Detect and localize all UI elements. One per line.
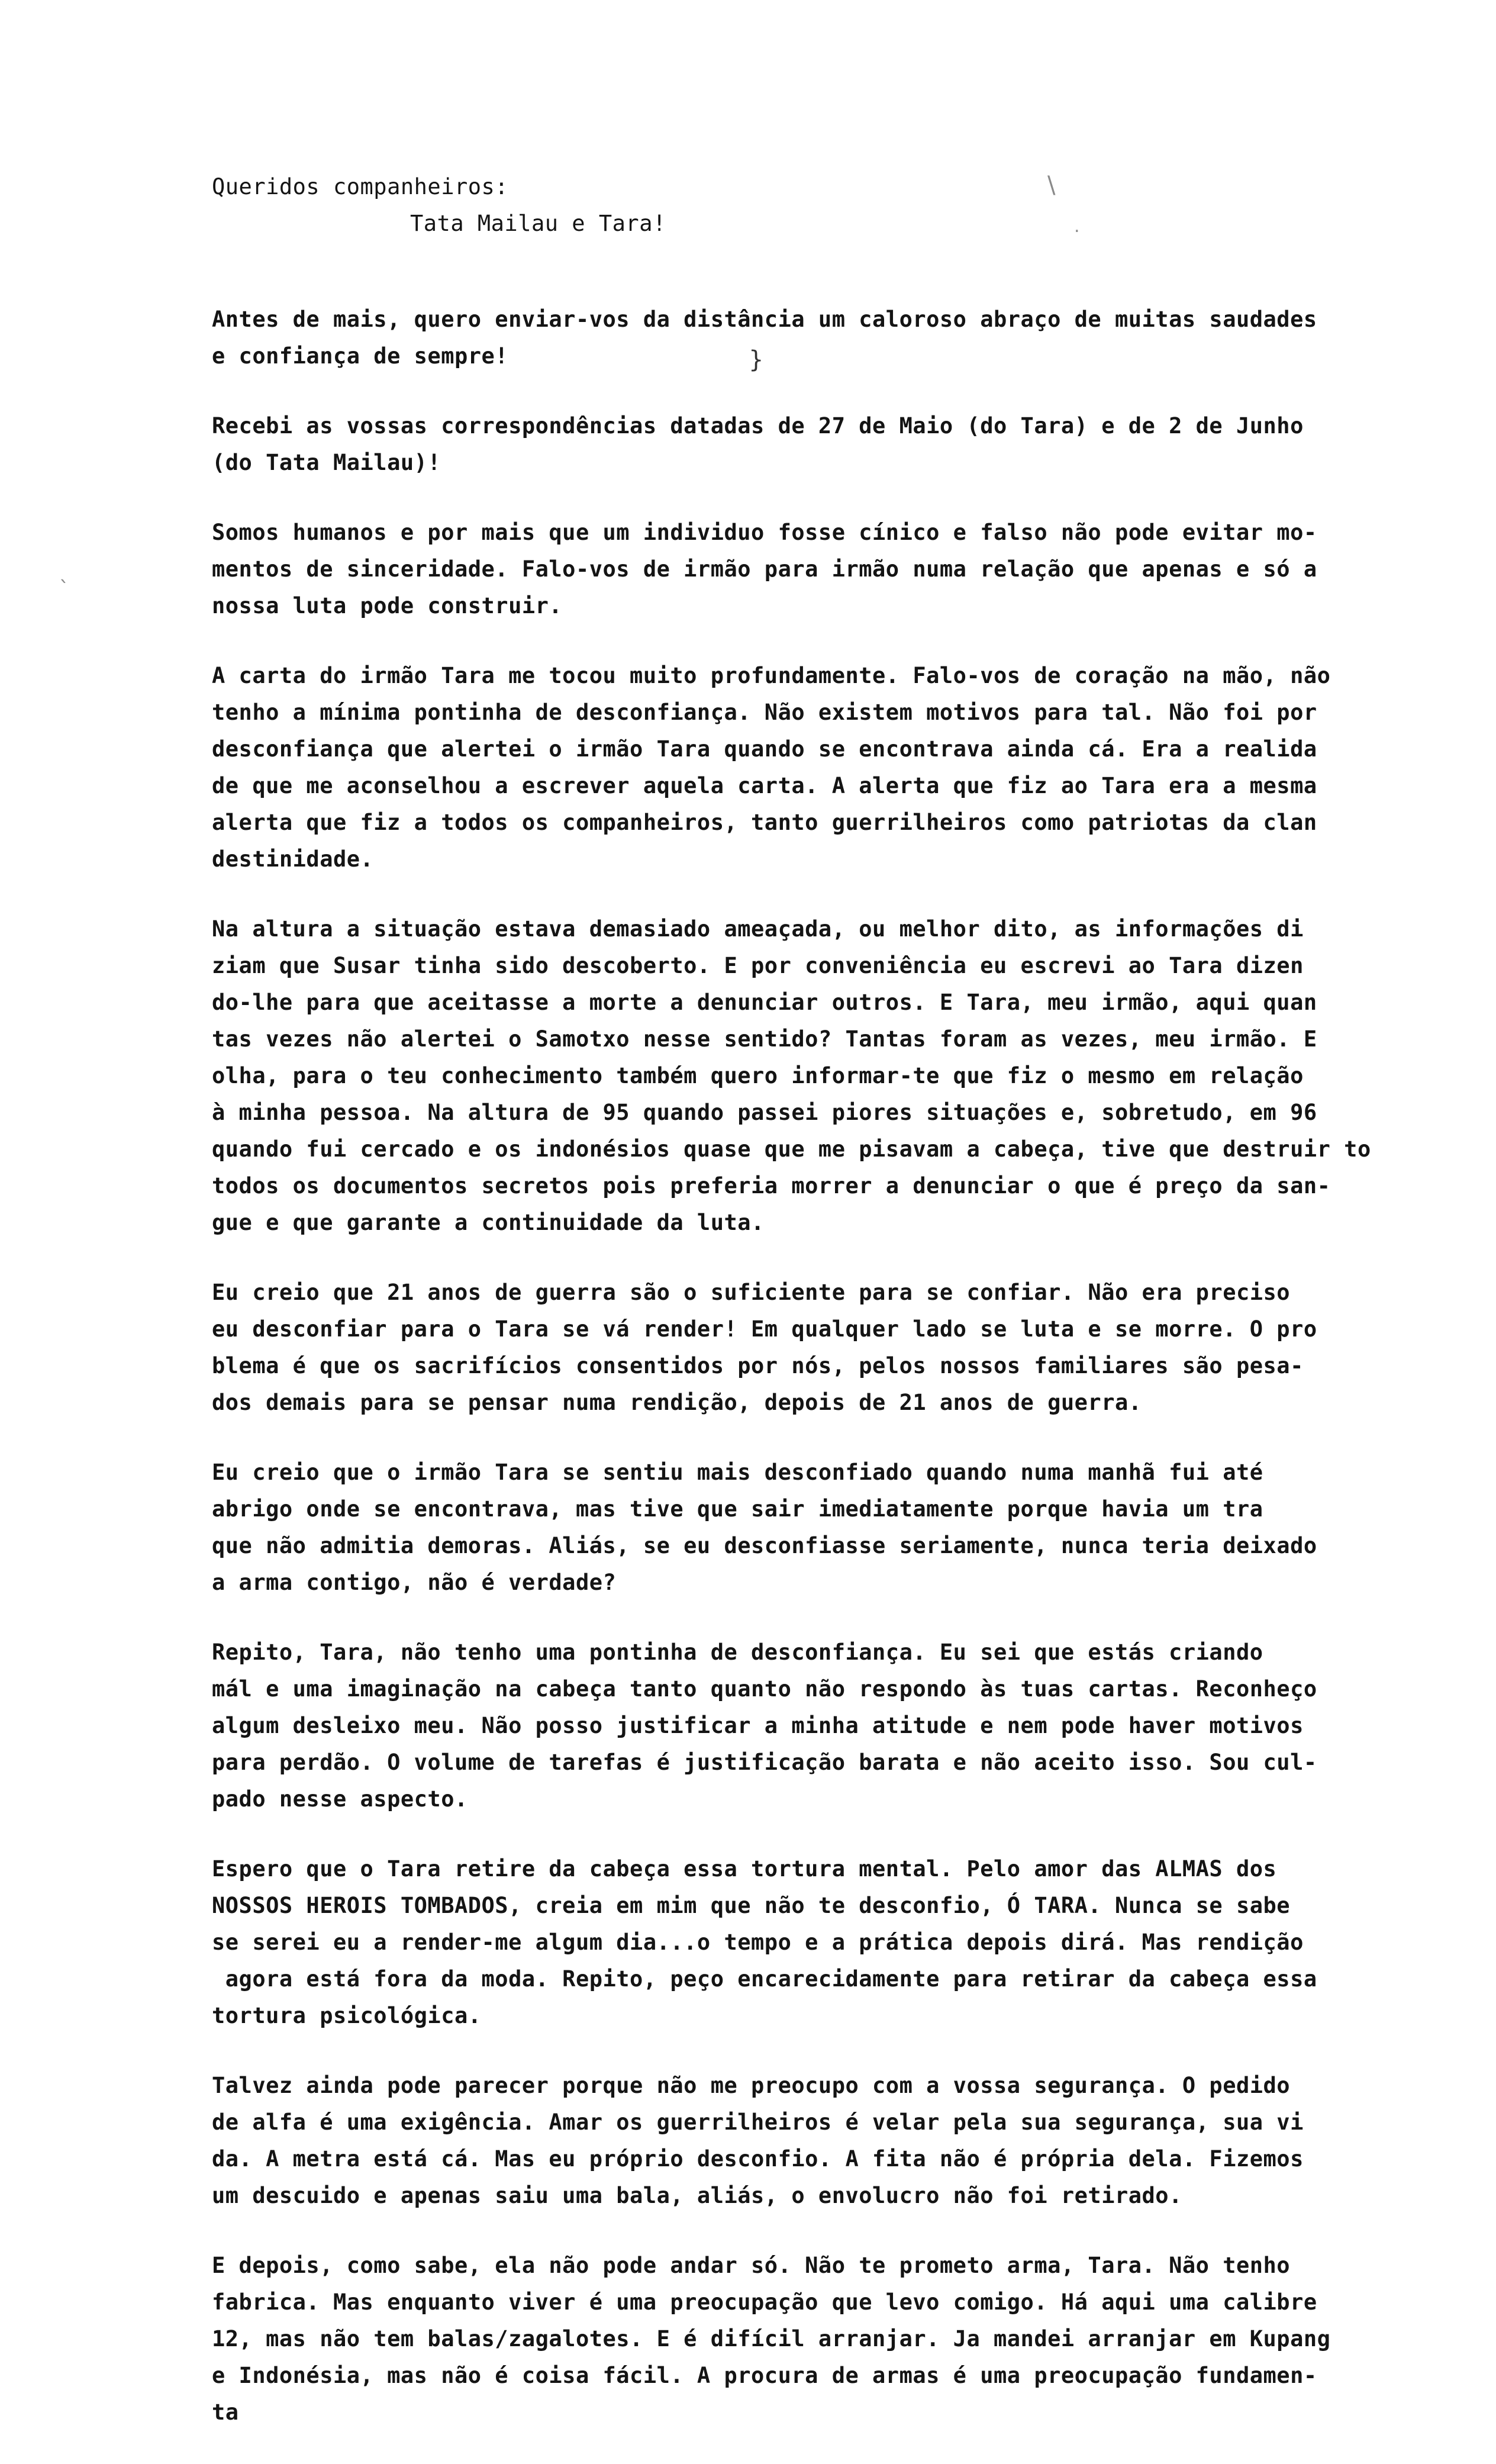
paragraph-line: A carta do irmão Tara me tocou muito profundamente. Falo-vos de coração na mão, não: [212, 663, 1331, 688]
paragraph-line: para perdão. O volume de tarefas é justificação barata e não aceito isso. Sou cul-: [212, 1750, 1317, 1775]
paragraph-line: Espero que o Tara retire da cabeça essa tortura mental. Pelo amor das ALMAS dos: [212, 1856, 1277, 1882]
paragraph: [212, 514, 1472, 624]
paragraph-line: que não admitia demoras. Aliás, se eu desconfiasse seriamente, nunca teria deixado: [212, 1533, 1317, 1558]
paragraph: [212, 1851, 1472, 2034]
paragraph-line: olha, para o teu conhecimento também quero informar-te que fiz o mesmo em relação: [212, 1063, 1304, 1088]
paragraph-line: eu desconfiar para o Tara se vá render! Em qualquer lado se luta e se morre. O pro: [212, 1316, 1317, 1342]
paragraph: [212, 911, 1472, 1241]
paragraph-line: todos os documentos secretos pois preferia morrer a denunciar o que é preço da san-: [212, 1173, 1331, 1199]
paragraph: [212, 301, 1472, 375]
paragraph-line: do-lhe para que aceitasse a morte a denunciar outros. E Tara, meu irmão, aqui quan: [212, 990, 1317, 1015]
paragraph-line: quando fui cercado e os indonésios quase que me pisavam a cabeça, tive que destruir to: [212, 1136, 1371, 1162]
paragraph-line: (do Tata Mailau)!: [212, 450, 441, 475]
paragraph-line: gue e que garante a continuidade da luta.: [212, 1210, 765, 1235]
paragraph-line: e Indonésia, mas não é coisa fácil. A procura de armas é uma preocupação fundamen-: [212, 2363, 1317, 2388]
paragraph-line: tortura psicológica.: [212, 2003, 482, 2028]
paragraph-line: a arma contigo, não é verdade?: [212, 1570, 617, 1595]
paragraph-line: ziam que Susar tinha sido descoberto. E por conveniência eu escrevi ao Tara dizen: [212, 953, 1304, 978]
recipients-line: Tata Mailau e Tara!: [410, 211, 666, 236]
paragraph-line: e confiança de sempre!: [212, 343, 509, 369]
paragraph-line: Antes de mais, quero enviar-vos da distância um caloroso abraço de muitas saudades: [212, 307, 1317, 332]
stray-mark: }: [749, 346, 764, 373]
paragraph-line: 12, mas não tem balas/zagalotes. E é difícil arranjar. Ja mandei arranjar em Kupang: [212, 2326, 1331, 2352]
paragraph-line: blema é que os sacrifícios consentidos por nós, pelos nossos familiares são pesa-: [212, 1353, 1304, 1378]
paragraph-line: mál e uma imaginação na cabeça tanto quanto não respondo às tuas cartas. Reconheço: [212, 1676, 1317, 1702]
paragraph-line: se serei eu a render-me algum dia...o tempo e a prática depois dirá. Mas rendição: [212, 1930, 1304, 1955]
paragraph-line: à minha pessoa. Na altura de 95 quando passei piores situações e, sobretudo, em 96: [212, 1100, 1317, 1125]
paragraph: [212, 408, 1472, 481]
paragraph-line: dos demais para se pensar numa rendição, depois de 21 anos de guerra.: [212, 1390, 1142, 1415]
paragraph-line: ta: [212, 2399, 239, 2425]
paragraph-line: Eu creio que 21 anos de guerra são o suficiente para se confiar. Não era preciso: [212, 1280, 1291, 1305]
paragraph-line: fabrica. Mas enquanto viver é uma preocupação que levo comigo. Há aqui uma calibre: [212, 2289, 1317, 2315]
paragraph-line: Talvez ainda pode parecer porque não me preocupo com a vossa segurança. O pedido: [212, 2073, 1291, 2098]
letter-paragraphs: [212, 301, 1472, 2431]
paragraph: [212, 2067, 1472, 2214]
letter-body: [212, 169, 1472, 2464]
paragraph: [212, 2247, 1472, 2431]
paragraph-line: nossa luta pode construir.: [212, 593, 563, 619]
paragraph-line: alerta que fiz a todos os companheiros, tanto guerrilheiros como patriotas da clan: [212, 810, 1317, 835]
paragraph-line: tas vezes não alertei o Samotxo nesse sentido? Tantas foram as vezes, meu irmão. E: [212, 1026, 1317, 1052]
paragraph: [212, 658, 1472, 878]
paragraph-line: Na altura a situação estava demasiado ameaçada, ou melhor dito, as informações di: [212, 916, 1304, 942]
paragraph-line: destinidade.: [212, 846, 374, 872]
paragraph: [212, 1454, 1472, 1601]
paragraph: [212, 1634, 1472, 1818]
paragraph-line: algum desleixo meu. Não posso justificar a minha atitude e nem pode haver motivos: [212, 1713, 1304, 1738]
paragraph-line: de alfa é uma exigência. Amar os guerrilheiros é velar pela sua segurança, sua vi: [212, 2109, 1304, 2135]
paragraph-line: NOSSOS HEROIS TOMBADOS, creia em mim que não te desconfio, Ó TARA. Nunca se sabe: [212, 1893, 1291, 1918]
paragraph-line: Recebi as vossas correspondências datadas de 27 de Maio (do Tara) e de 2 de Junho: [212, 413, 1304, 439]
stray-mark: `: [59, 577, 69, 601]
paragraph-line: Repito, Tara, não tenho uma pontinha de desconfiança. Eu sei que estás criando: [212, 1640, 1263, 1665]
paragraph-line: da. A metra está cá. Mas eu próprio desconfio. A fita não é própria dela. Fizemos: [212, 2146, 1304, 2172]
stray-mark: \: [1047, 172, 1056, 199]
paragraph-line: um descuido e apenas saiu uma bala, aliás, o envolucro não foi retirado.: [212, 2183, 1182, 2208]
stray-mark: .: [1074, 216, 1080, 237]
paragraph-line: tenho a mínima pontinha de desconfiança. Não existem motivos para tal. Não foi por: [212, 700, 1317, 725]
paragraph-line: E depois, como sabe, ela não pode andar só. Não te prometo arma, Tara. Não tenho: [212, 2253, 1291, 2278]
paragraph: [212, 1274, 1472, 1421]
paragraph-line: Eu creio que o irmão Tara se sentiu mais desconfiado quando numa manhã fui até: [212, 1460, 1263, 1485]
paragraph-line: de que me aconselhou a escrever aquela carta. A alerta que fiz ao Tara era a mesma: [212, 773, 1317, 798]
paragraph-line: pado nesse aspecto.: [212, 1786, 468, 1812]
paragraph-line: abrigo onde se encontrava, mas tive que sair imediatamente porque havia um tra: [212, 1496, 1263, 1522]
salutation: Queridos companheiros:: [212, 174, 509, 199]
paragraph-line: Somos humanos e por mais que um individuo fosse cínico e falso não pode evitar mo-: [212, 520, 1317, 545]
paragraph-line: mentos de sinceridade. Falo-vos de irmão para irmão numa relação que apenas e só a: [212, 556, 1317, 582]
paragraph-line: agora está fora da moda. Repito, peço encarecidamente para retirar da cabeça essa: [212, 1966, 1317, 1992]
paragraph-line: desconfiança que alertei o irmão Tara quando se encontrava ainda cá. Era a realida: [212, 736, 1317, 762]
